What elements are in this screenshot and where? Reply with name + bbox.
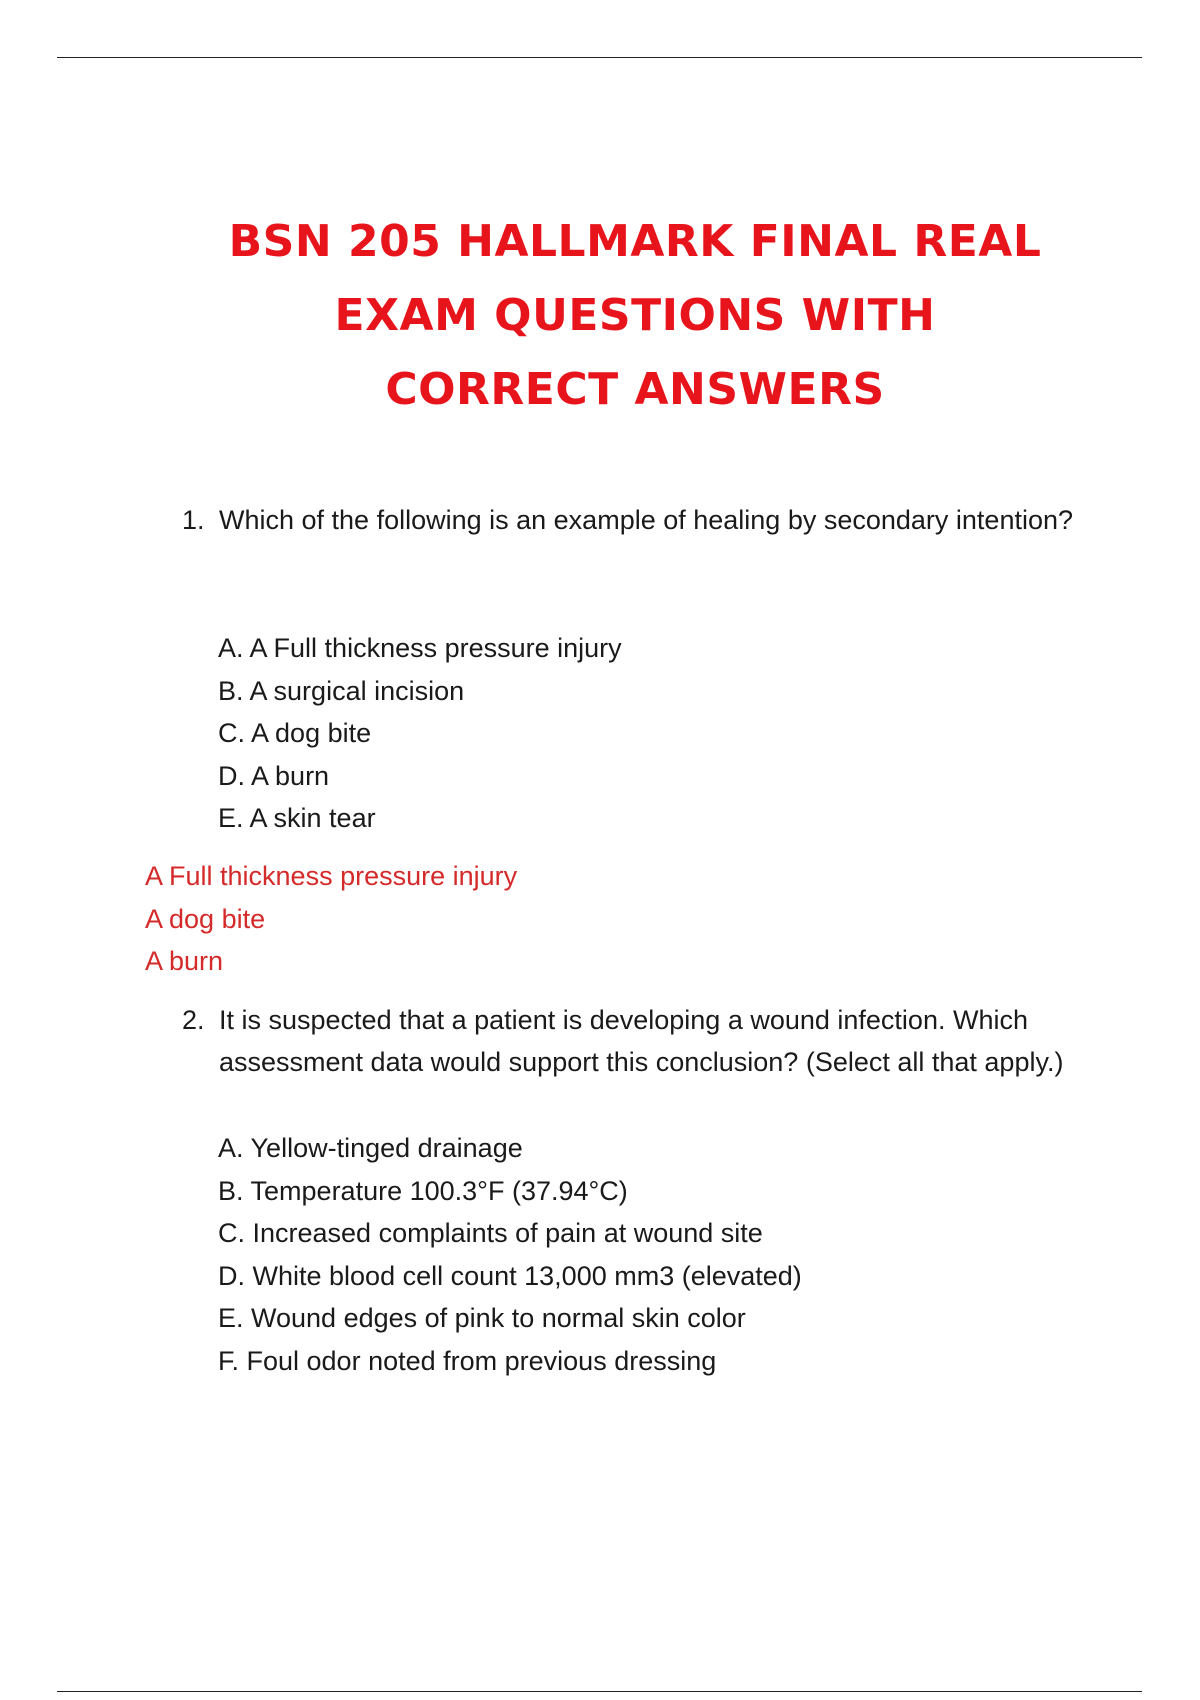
option-item: E. Wound edges of pink to normal skin color <box>218 1303 746 1333</box>
answer-item: A dog bite <box>145 903 266 934</box>
title-line: BSN 205 HALLMARK FINAL REAL <box>228 216 1042 267</box>
question-stem: Which of the following is an example of healing by secondary intention? <box>219 505 1074 535</box>
option-item: B. Temperature 100.3°F (37.94°C) <box>218 1175 628 1206</box>
option-item: D. White blood cell count 13,000 mm3 (elevated) <box>218 1260 802 1291</box>
header-rule <box>57 57 1142 58</box>
option-item: E. A skin tear <box>218 803 376 833</box>
question-2-options <box>218 1127 802 1382</box>
question-number: 2. <box>182 1005 205 1035</box>
question-stem: It is suspected that a patient is developing a wound infection. Which assessment data would support this conclusion? (Select all that apply.) <box>219 1005 1064 1077</box>
answer-item: A Full thickness pressure injury <box>145 861 518 891</box>
question-2 <box>182 999 1102 1083</box>
question-1-answers <box>145 855 517 983</box>
option-item: C. Increased complaints of pain at wound site <box>218 1218 763 1248</box>
option-item: D. A burn <box>218 760 330 791</box>
title-line: EXAM QUESTIONS WITH <box>334 290 936 341</box>
title-line: CORRECT ANSWERS <box>385 364 885 415</box>
question-1-options <box>218 627 622 840</box>
document-title <box>0 205 1200 427</box>
answer-item: A burn <box>145 946 224 976</box>
option-item: A. A Full thickness pressure injury <box>218 633 622 663</box>
question-1 <box>182 499 1102 541</box>
footer-rule <box>57 1691 1142 1692</box>
question-number: 1. <box>182 505 205 535</box>
option-item: F. Foul odor noted from previous dressing <box>218 1345 717 1376</box>
option-item: A. Yellow-tinged drainage <box>218 1133 523 1163</box>
option-item: B. A surgical incision <box>218 675 465 706</box>
option-item: C. A dog bite <box>218 718 372 748</box>
